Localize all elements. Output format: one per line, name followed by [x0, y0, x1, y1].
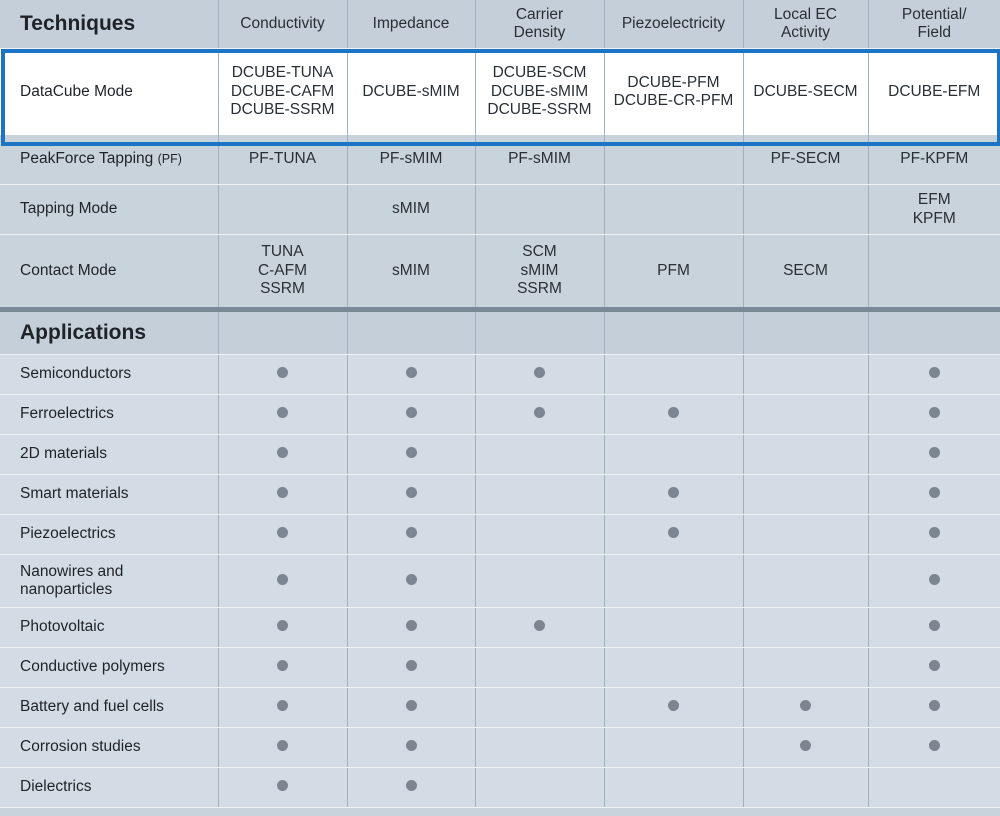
applicable-dot-icon: [929, 527, 940, 538]
applicable-dot-icon: [668, 527, 679, 538]
technique-cell: DCUBE-TUNA DCUBE-CAFM DCUBE-SSRM: [218, 49, 347, 136]
application-name: Nanowires and nanoparticles: [0, 555, 218, 608]
techniques-heading: Techniques: [0, 0, 218, 49]
application-cell: [218, 768, 347, 808]
technique-cell: DCUBE-SECM: [743, 49, 868, 136]
applicable-dot-icon: [277, 407, 288, 418]
applicable-dot-icon: [406, 407, 417, 418]
technique-cell: [604, 135, 743, 185]
application-cell: [743, 768, 868, 808]
applicable-dot-icon: [929, 574, 940, 585]
applicable-dot-icon: [277, 700, 288, 711]
applicable-dot-icon: [534, 620, 545, 631]
application-cell: [604, 688, 743, 728]
application-name: 2D materials: [0, 435, 218, 475]
technique-cell: DCUBE-SCM DCUBE-sMIM DCUBE-SSRM: [475, 49, 604, 136]
application-cell: [743, 435, 868, 475]
applicable-dot-icon: [929, 700, 940, 711]
applicable-dot-icon: [800, 700, 811, 711]
application-cell: [218, 728, 347, 768]
application-cell: [604, 608, 743, 648]
application-cell: [475, 395, 604, 435]
application-cell: [218, 648, 347, 688]
application-cell: [218, 688, 347, 728]
applicable-dot-icon: [929, 447, 940, 458]
applicable-dot-icon: [277, 780, 288, 791]
application-name: Smart materials: [0, 475, 218, 515]
application-row: [0, 435, 1000, 475]
row-label-suffix: (PF): [157, 152, 182, 167]
application-row: [0, 688, 1000, 728]
header-row: [0, 0, 1000, 49]
applicable-dot-icon: [534, 367, 545, 378]
application-name: Photovoltaic: [0, 608, 218, 648]
applicable-dot-icon: [406, 780, 417, 791]
application-cell: [218, 395, 347, 435]
column-header: Potential/ Field: [868, 0, 1000, 49]
application-cell: [475, 555, 604, 608]
applicable-dot-icon: [277, 367, 288, 378]
technique-cell: [218, 185, 347, 235]
application-name: Semiconductors: [0, 355, 218, 395]
applicable-dot-icon: [929, 740, 940, 751]
application-cell: [604, 648, 743, 688]
application-row: [0, 768, 1000, 808]
application-cell: [743, 555, 868, 608]
applicable-dot-icon: [277, 660, 288, 671]
applicable-dot-icon: [406, 660, 417, 671]
application-cell: [475, 475, 604, 515]
application-row: [0, 555, 1000, 608]
application-cell: [743, 728, 868, 768]
application-cell: [218, 555, 347, 608]
application-cell: [347, 555, 475, 608]
application-cell: [347, 608, 475, 648]
technique-cell: TUNA C-AFM SSRM: [218, 235, 347, 310]
application-cell: [743, 648, 868, 688]
application-cell: [475, 648, 604, 688]
applicable-dot-icon: [929, 660, 940, 671]
application-name: Conductive polymers: [0, 648, 218, 688]
application-cell: [604, 768, 743, 808]
application-cell: [347, 435, 475, 475]
technique-cell: [868, 235, 1000, 310]
applicable-dot-icon: [406, 700, 417, 711]
applicable-dot-icon: [406, 620, 417, 631]
column-header: Local EC Activity: [743, 0, 868, 49]
application-name: Corrosion studies: [0, 728, 218, 768]
applicable-dot-icon: [534, 407, 545, 418]
technique-cell: PF-sMIM: [347, 135, 475, 185]
applicable-dot-icon: [929, 620, 940, 631]
application-cell: [743, 395, 868, 435]
application-cell: [743, 608, 868, 648]
applicable-dot-icon: [929, 407, 940, 418]
applicable-dot-icon: [406, 740, 417, 751]
application-cell: [743, 355, 868, 395]
application-cell: [604, 555, 743, 608]
application-cell: [347, 688, 475, 728]
technique-cell: PF-sMIM: [475, 135, 604, 185]
technique-cell: sMIM: [347, 235, 475, 310]
peakforce-row: [0, 135, 1000, 185]
applicable-dot-icon: [406, 487, 417, 498]
technique-cell: SECM: [743, 235, 868, 310]
application-cell: [475, 435, 604, 475]
applicable-dot-icon: [929, 487, 940, 498]
application-name: Battery and fuel cells: [0, 688, 218, 728]
row-label-text: PeakForce Tapping: [20, 150, 154, 168]
application-cell: [347, 395, 475, 435]
technique-cell: DCUBE-EFM: [868, 49, 1000, 136]
technique-cell: PFM: [604, 235, 743, 310]
applicable-dot-icon: [277, 447, 288, 458]
application-cell: [218, 608, 347, 648]
column-header: Carrier Density: [475, 0, 604, 49]
application-cell: [347, 355, 475, 395]
technique-cell: EFM KPFM: [868, 185, 1000, 235]
application-cell: [868, 728, 1000, 768]
application-cell: [604, 435, 743, 475]
applicable-dot-icon: [277, 620, 288, 631]
applicable-dot-icon: [277, 527, 288, 538]
application-cell: [347, 515, 475, 555]
application-cell: [604, 395, 743, 435]
applicable-dot-icon: [277, 574, 288, 585]
tapping-row: [0, 185, 1000, 235]
technique-cell: sMIM: [347, 185, 475, 235]
application-cell: [604, 475, 743, 515]
technique-cell: SCM sMIM SSRM: [475, 235, 604, 310]
application-name: Piezoelectrics: [0, 515, 218, 555]
application-cell: [604, 355, 743, 395]
applications-heading: Applications: [0, 310, 218, 355]
technique-cell: PF-TUNA: [218, 135, 347, 185]
application-cell: [218, 515, 347, 555]
applicable-dot-icon: [668, 700, 679, 711]
application-cell: [347, 648, 475, 688]
application-cell: [475, 688, 604, 728]
applications-header-row: [0, 310, 1000, 355]
application-cell: [868, 688, 1000, 728]
technique-cell: [743, 185, 868, 235]
application-cell: [347, 475, 475, 515]
applicable-dot-icon: [277, 487, 288, 498]
application-cell: [868, 475, 1000, 515]
column-header: Piezoelectricity: [604, 0, 743, 49]
application-name: Ferroelectrics: [0, 395, 218, 435]
column-header: Conductivity: [218, 0, 347, 49]
application-cell: [604, 728, 743, 768]
technique-cell: PF-KPFM: [868, 135, 1000, 185]
application-row: [0, 608, 1000, 648]
application-cell: [475, 728, 604, 768]
application-cell: [868, 555, 1000, 608]
technique-cell: [604, 185, 743, 235]
application-cell: [868, 435, 1000, 475]
application-cell: [475, 355, 604, 395]
application-cell: [743, 515, 868, 555]
application-cell: [218, 475, 347, 515]
application-row: [0, 475, 1000, 515]
application-cell: [868, 648, 1000, 688]
applicable-dot-icon: [406, 367, 417, 378]
application-cell: [475, 515, 604, 555]
technique-cell: DCUBE-sMIM: [347, 49, 475, 136]
application-cell: [604, 515, 743, 555]
technique-cell: DCUBE-PFM DCUBE-CR-PFM: [604, 49, 743, 136]
application-name: Dielectrics: [0, 768, 218, 808]
application-cell: [868, 355, 1000, 395]
applicable-dot-icon: [668, 487, 679, 498]
technique-cell: [475, 185, 604, 235]
row-label: [0, 135, 218, 185]
application-cell: [868, 608, 1000, 648]
application-cell: [347, 728, 475, 768]
application-cell: [868, 768, 1000, 808]
application-row: [0, 648, 1000, 688]
application-cell: [347, 768, 475, 808]
applicable-dot-icon: [406, 447, 417, 458]
datacube-row: [0, 49, 1000, 136]
applicable-dot-icon: [668, 407, 679, 418]
applicable-dot-icon: [406, 527, 417, 538]
application-row: [0, 355, 1000, 395]
application-cell: [218, 355, 347, 395]
applicable-dot-icon: [929, 367, 940, 378]
row-label: DataCube Mode: [0, 49, 218, 136]
application-row: [0, 728, 1000, 768]
row-label: Tapping Mode: [0, 185, 218, 235]
application-cell: [743, 475, 868, 515]
application-cell: [218, 435, 347, 475]
applicable-dot-icon: [800, 740, 811, 751]
application-row: [0, 515, 1000, 555]
application-cell: [868, 395, 1000, 435]
application-cell: [475, 608, 604, 648]
contact-row: [0, 235, 1000, 310]
application-cell: [868, 515, 1000, 555]
applicable-dot-icon: [406, 574, 417, 585]
application-cell: [475, 768, 604, 808]
applicable-dot-icon: [277, 740, 288, 751]
application-row: [0, 395, 1000, 435]
column-header: Impedance: [347, 0, 475, 49]
technique-cell: PF-SECM: [743, 135, 868, 185]
application-cell: [743, 688, 868, 728]
row-label: Contact Mode: [0, 235, 218, 310]
